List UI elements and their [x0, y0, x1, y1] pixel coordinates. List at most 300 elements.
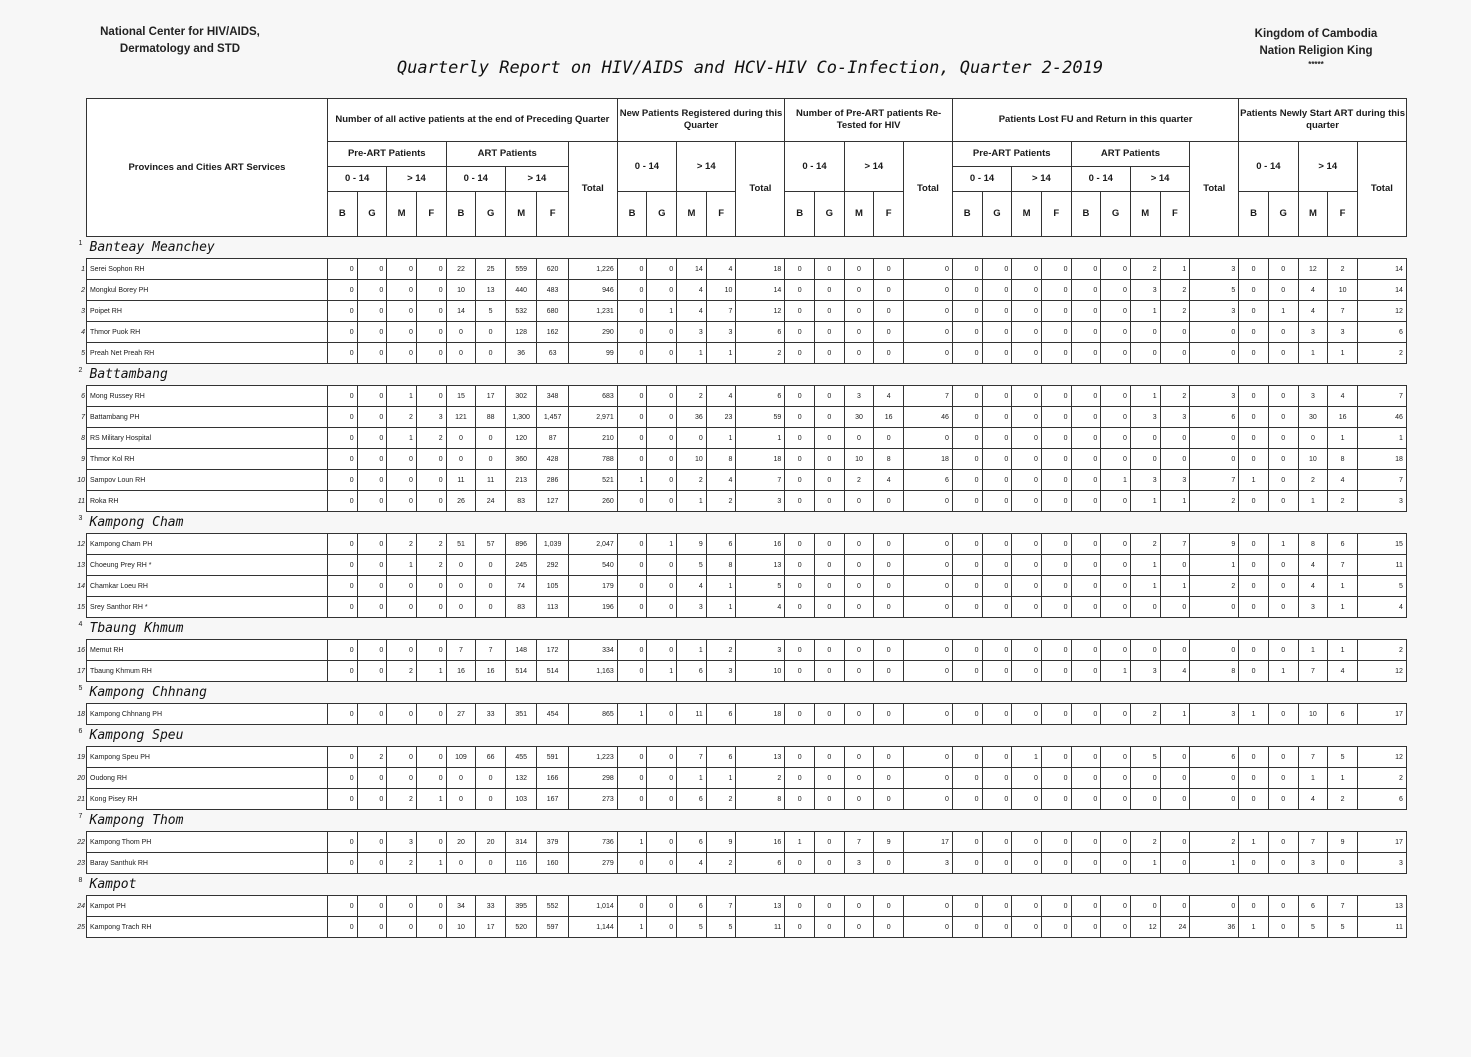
- hdr-total: Total: [568, 142, 617, 237]
- table-cell: 66: [476, 747, 506, 768]
- province-number: 3: [78, 515, 83, 522]
- site-number: 24: [77, 902, 85, 910]
- table-cell: 15: [1357, 534, 1406, 555]
- table-cell: 0: [387, 597, 417, 618]
- table-cell: 27: [446, 704, 476, 725]
- table-cell: 0: [982, 768, 1012, 789]
- table-cell: 597: [537, 917, 568, 938]
- table-cell: 0: [785, 280, 815, 301]
- table-cell: 3: [1298, 386, 1328, 407]
- table-cell: 0: [844, 747, 874, 768]
- table-cell: 0: [874, 428, 904, 449]
- table-cell: 0: [1268, 917, 1298, 938]
- table-cell: 87: [537, 428, 568, 449]
- table-cell: 0: [785, 704, 815, 725]
- table-cell: 0: [982, 280, 1012, 301]
- table-cell: 0: [904, 917, 953, 938]
- table-cell: 0: [357, 597, 387, 618]
- table-cell: 0: [617, 407, 647, 428]
- table-cell: 3: [416, 407, 446, 428]
- table-cell: 0: [785, 343, 815, 364]
- table-cell: 0: [476, 768, 506, 789]
- site-name: Kong Pisey RH: [90, 795, 138, 803]
- table-cell: 0: [844, 917, 874, 938]
- table-cell: 0: [1012, 896, 1042, 917]
- table-cell: 0: [1130, 449, 1160, 470]
- province-name: Kampong Thom: [89, 813, 184, 828]
- table-cell: 0: [1071, 747, 1101, 768]
- table-cell: 0: [982, 322, 1012, 343]
- table-cell: 0: [617, 428, 647, 449]
- table-cell: 3: [706, 322, 736, 343]
- table-cell: 0: [1268, 449, 1298, 470]
- table-cell: 0: [982, 661, 1012, 682]
- table-row: [87, 280, 1407, 301]
- site-name-cell: [81, 428, 328, 449]
- table-cell: 7: [706, 301, 736, 322]
- table-cell: 0: [1190, 789, 1239, 810]
- table-cell: 0: [844, 428, 874, 449]
- table-cell: 0: [327, 407, 357, 428]
- table-cell: 0: [647, 597, 677, 618]
- table-cell: 2: [706, 789, 736, 810]
- hdr-sex-g: G: [1101, 192, 1131, 237]
- table-cell: 34: [446, 896, 476, 917]
- hdr-sex-f: F: [1041, 192, 1071, 237]
- table-cell: 0: [476, 597, 506, 618]
- province-number: 4: [78, 621, 83, 628]
- table-cell: 0: [814, 470, 844, 491]
- table-cell: 0: [647, 491, 677, 512]
- table-cell: 8: [706, 555, 736, 576]
- table-cell: 0: [357, 917, 387, 938]
- table-cell: 0: [785, 470, 815, 491]
- table-cell: 1: [1130, 853, 1160, 874]
- table-cell: 7: [1328, 896, 1358, 917]
- table-cell: 6: [1328, 534, 1358, 555]
- table-cell: 0: [327, 470, 357, 491]
- table-cell: 24: [476, 491, 506, 512]
- table-cell: 0: [814, 555, 844, 576]
- table-cell: 0: [357, 853, 387, 874]
- table-cell: 0: [387, 640, 417, 661]
- table-cell: 0: [982, 386, 1012, 407]
- table-cell: 0: [952, 555, 982, 576]
- hdr-sex-f: F: [706, 192, 736, 237]
- table-cell: 0: [785, 555, 815, 576]
- hdr-art: ART Patients: [1071, 142, 1190, 167]
- table-cell: 3: [1298, 322, 1328, 343]
- table-cell: 1: [1160, 259, 1190, 280]
- table-cell: 0: [357, 640, 387, 661]
- table-cell: 113: [537, 597, 568, 618]
- table-cell: 0: [617, 386, 647, 407]
- table-cell: 0: [1041, 597, 1071, 618]
- table-cell: 1,231: [568, 301, 617, 322]
- site-number: 25: [77, 923, 85, 931]
- province-row: [87, 810, 1407, 832]
- table-cell: 16: [736, 832, 785, 853]
- table-cell: 4: [1298, 301, 1328, 322]
- table-cell: 0: [1012, 640, 1042, 661]
- table-cell: 0: [1012, 534, 1042, 555]
- table-cell: 33: [476, 896, 506, 917]
- table-cell: 4: [677, 280, 707, 301]
- table-cell: 0: [1041, 747, 1071, 768]
- hdr-sex-g: G: [814, 192, 844, 237]
- table-cell: 7: [706, 896, 736, 917]
- site-name: Kampong Trach RH: [90, 923, 152, 931]
- table-cell: 1,457: [537, 407, 568, 428]
- table-cell: 0: [1268, 768, 1298, 789]
- table-row: [87, 917, 1407, 938]
- table-cell: 0: [1101, 428, 1131, 449]
- table-cell: 0: [844, 555, 874, 576]
- table-cell: 0: [814, 301, 844, 322]
- table-cell: 351: [505, 704, 536, 725]
- table-cell: 0: [982, 428, 1012, 449]
- table-cell: 0: [327, 747, 357, 768]
- table-cell: 6: [1190, 407, 1239, 428]
- table-cell: 0: [647, 768, 677, 789]
- table-cell: 0: [1268, 597, 1298, 618]
- table-cell: 0: [416, 470, 446, 491]
- site-name: Srey Santhor RH *: [90, 603, 148, 611]
- table-cell: 3: [387, 832, 417, 853]
- table-cell: 0: [357, 280, 387, 301]
- table-cell: 1: [387, 386, 417, 407]
- table-cell: 3: [1190, 301, 1239, 322]
- hdr-age-young: 0 - 14: [446, 167, 505, 192]
- table-cell: 245: [505, 555, 536, 576]
- table-cell: 0: [982, 259, 1012, 280]
- site-name-cell: [77, 789, 328, 810]
- table-cell: 7: [844, 832, 874, 853]
- table-cell: 1: [1239, 917, 1269, 938]
- table-cell: 0: [617, 301, 647, 322]
- site-name: Thmor Kol RH: [90, 455, 135, 463]
- table-cell: 1: [1357, 428, 1406, 449]
- table-cell: 116: [505, 853, 536, 874]
- table-cell: 1: [1298, 491, 1328, 512]
- table-cell: 0: [904, 555, 953, 576]
- table-cell: 5: [1130, 747, 1160, 768]
- table-cell: 3: [1298, 597, 1328, 618]
- table-cell: 6: [706, 534, 736, 555]
- table-cell: 0: [982, 407, 1012, 428]
- table-row: [87, 832, 1407, 853]
- table-cell: 0: [327, 853, 357, 874]
- table-cell: 24: [1160, 917, 1190, 938]
- table-cell: 2: [1190, 832, 1239, 853]
- table-cell: 2: [677, 386, 707, 407]
- table-cell: 6: [1328, 704, 1358, 725]
- table-cell: 0: [327, 449, 357, 470]
- table-cell: 17: [476, 386, 506, 407]
- table-cell: 0: [844, 640, 874, 661]
- hdr-age-old: > 14: [1012, 167, 1071, 192]
- table-cell: 0: [904, 280, 953, 301]
- table-cell: 0: [982, 917, 1012, 938]
- hdr-sex-b: B: [446, 192, 476, 237]
- table-cell: 5: [677, 555, 707, 576]
- table-cell: 0: [1041, 407, 1071, 428]
- table-cell: 3: [736, 491, 785, 512]
- table-cell: 1: [416, 661, 446, 682]
- table-cell: 4: [677, 853, 707, 874]
- table-cell: 0: [1071, 280, 1101, 301]
- table-cell: 0: [844, 789, 874, 810]
- table-cell: 0: [785, 407, 815, 428]
- table-cell: 2: [1130, 704, 1160, 725]
- table-cell: 3: [844, 853, 874, 874]
- group-newly-start-art: Patients Newly Start ART during this quarter: [1239, 99, 1407, 142]
- table-cell: 0: [357, 470, 387, 491]
- table-cell: 286: [537, 470, 568, 491]
- table-cell: 3: [736, 640, 785, 661]
- table-cell: 14: [736, 280, 785, 301]
- table-cell: 0: [1130, 322, 1160, 343]
- table-cell: 0: [785, 301, 815, 322]
- hdr-total: Total: [736, 142, 785, 237]
- table-cell: 0: [1071, 407, 1101, 428]
- table-cell: 0: [814, 640, 844, 661]
- table-cell: 0: [952, 896, 982, 917]
- table-cell: 83: [505, 597, 536, 618]
- table-cell: 0: [1101, 491, 1131, 512]
- table-row: [87, 640, 1407, 661]
- table-cell: 4: [1328, 386, 1358, 407]
- site-number: 4: [81, 328, 85, 336]
- table-cell: 0: [1268, 343, 1298, 364]
- province-name: Banteay Meanchey: [89, 240, 215, 255]
- table-cell: 0: [647, 832, 677, 853]
- table-cell: 0: [1012, 386, 1042, 407]
- table-cell: 788: [568, 449, 617, 470]
- table-cell: 0: [874, 322, 904, 343]
- table-cell: 0: [1239, 280, 1269, 301]
- table-cell: 10: [677, 449, 707, 470]
- site-name-cell: [77, 597, 328, 618]
- table-cell: 6: [677, 789, 707, 810]
- hdr-total: Total: [1357, 142, 1406, 237]
- table-cell: 0: [1239, 576, 1269, 597]
- table-cell: 395: [505, 896, 536, 917]
- table-cell: 0: [1160, 555, 1190, 576]
- table-cell: 0: [982, 555, 1012, 576]
- table-cell: 0: [446, 428, 476, 449]
- table-cell: 6: [1298, 896, 1328, 917]
- hdr-age-old: > 14: [1298, 142, 1357, 192]
- table-row: [87, 534, 1407, 555]
- table-cell: 0: [952, 301, 982, 322]
- table-cell: 0: [1239, 534, 1269, 555]
- table-cell: 0: [1012, 789, 1042, 810]
- table-cell: 2: [844, 470, 874, 491]
- table-cell: 2: [387, 789, 417, 810]
- table-cell: 0: [327, 491, 357, 512]
- table-cell: 23: [706, 407, 736, 428]
- table-cell: 0: [982, 597, 1012, 618]
- table-cell: 0: [1190, 896, 1239, 917]
- table-cell: 18: [736, 259, 785, 280]
- table-cell: 2: [416, 428, 446, 449]
- table-cell: 6: [706, 704, 736, 725]
- table-cell: 0: [1328, 853, 1358, 874]
- table-cell: 0: [327, 555, 357, 576]
- table-cell: 0: [647, 576, 677, 597]
- site-name-cell: [77, 470, 328, 491]
- table-cell: 2: [1190, 576, 1239, 597]
- province-row: [87, 364, 1407, 386]
- table-cell: 13: [476, 280, 506, 301]
- table-cell: 2: [736, 768, 785, 789]
- site-number: 21: [77, 795, 85, 803]
- table-cell: 0: [1041, 491, 1071, 512]
- table-cell: 0: [1101, 704, 1131, 725]
- table-cell: 0: [1071, 534, 1101, 555]
- table-cell: 0: [874, 576, 904, 597]
- site-name-cell: [81, 322, 328, 343]
- table-cell: 12: [1357, 747, 1406, 768]
- table-cell: 0: [327, 917, 357, 938]
- table-cell: 0: [904, 491, 953, 512]
- table-cell: 0: [647, 449, 677, 470]
- table-cell: 0: [1268, 789, 1298, 810]
- table-cell: 0: [952, 534, 982, 555]
- table-cell: 0: [874, 789, 904, 810]
- table-cell: 7: [1190, 470, 1239, 491]
- table-cell: 0: [617, 789, 647, 810]
- table-cell: 2: [416, 534, 446, 555]
- table-cell: 10: [844, 449, 874, 470]
- table-cell: 5: [1328, 917, 1358, 938]
- table-cell: 0: [357, 407, 387, 428]
- table-cell: 4: [706, 386, 736, 407]
- hdr-sex-f: F: [537, 192, 568, 237]
- table-cell: 0: [982, 343, 1012, 364]
- table-cell: 0: [874, 491, 904, 512]
- table-cell: 1: [387, 555, 417, 576]
- table-cell: 2: [1357, 343, 1406, 364]
- table-cell: 0: [1071, 661, 1101, 682]
- table-cell: 0: [952, 449, 982, 470]
- table-cell: 520: [505, 917, 536, 938]
- hdr-sex-b: B: [617, 192, 647, 237]
- col-provinces: Provinces and Cities ART Services: [87, 99, 328, 237]
- province-name: Kampong Speu: [89, 728, 184, 743]
- table-cell: 0: [1101, 386, 1131, 407]
- table-cell: 166: [537, 768, 568, 789]
- table-cell: 0: [476, 343, 506, 364]
- table-cell: 11: [1357, 917, 1406, 938]
- site-number: 8: [81, 434, 85, 442]
- table-cell: 2: [1160, 386, 1190, 407]
- hdr-sex-m: M: [387, 192, 417, 237]
- hdr-age-young: 0 - 14: [1239, 142, 1298, 192]
- table-cell: 0: [1012, 449, 1042, 470]
- table-cell: 0: [357, 449, 387, 470]
- table-cell: 0: [1130, 896, 1160, 917]
- table-cell: 0: [357, 534, 387, 555]
- table-cell: 379: [537, 832, 568, 853]
- table-cell: 0: [1268, 896, 1298, 917]
- table-cell: 0: [785, 917, 815, 938]
- table-row: [87, 704, 1407, 725]
- table-cell: 0: [446, 343, 476, 364]
- table-cell: 1: [1130, 576, 1160, 597]
- table-cell: 0: [1160, 343, 1190, 364]
- site-name-cell: [77, 747, 328, 768]
- table-cell: 0: [952, 597, 982, 618]
- site-name: Chamkar Loeu RH: [90, 582, 148, 590]
- table-cell: 0: [647, 555, 677, 576]
- table-cell: 0: [904, 661, 953, 682]
- table-cell: 454: [537, 704, 568, 725]
- table-cell: 0: [1268, 640, 1298, 661]
- site-name: Baray Santhuk RH: [90, 859, 148, 867]
- hdr-age-old: > 14: [677, 142, 736, 192]
- hdr-sex-m: M: [844, 192, 874, 237]
- table-cell: 0: [1101, 576, 1131, 597]
- table-cell: 0: [1268, 491, 1298, 512]
- table-cell: 1: [677, 491, 707, 512]
- table-cell: 0: [1160, 449, 1190, 470]
- table-cell: 1: [706, 428, 736, 449]
- table-cell: 0: [617, 259, 647, 280]
- table-cell: 0: [1041, 768, 1071, 789]
- table-cell: 0: [1101, 301, 1131, 322]
- table-cell: 0: [1101, 322, 1131, 343]
- table-cell: 0: [952, 428, 982, 449]
- site-number: 2: [81, 286, 85, 294]
- table-cell: 0: [1101, 407, 1131, 428]
- table-cell: 532: [505, 301, 536, 322]
- table-cell: 0: [1239, 768, 1269, 789]
- table-cell: 0: [1239, 747, 1269, 768]
- table-cell: 0: [617, 640, 647, 661]
- table-cell: 0: [357, 704, 387, 725]
- table-cell: 0: [1101, 555, 1131, 576]
- site-name: Mong Russey RH: [90, 392, 145, 400]
- table-cell: 292: [537, 555, 568, 576]
- table-cell: 1: [1130, 491, 1160, 512]
- kingdom-header: [1221, 26, 1411, 70]
- table-cell: 0: [647, 747, 677, 768]
- site-number: 14: [77, 582, 85, 590]
- table-cell: 0: [387, 576, 417, 597]
- table-cell: 0: [1041, 386, 1071, 407]
- table-cell: 0: [1190, 768, 1239, 789]
- table-cell: 196: [568, 597, 617, 618]
- table-cell: 0: [1239, 789, 1269, 810]
- province-name: Kampong Chhnang: [89, 685, 207, 700]
- table-cell: 540: [568, 555, 617, 576]
- table-cell: 1,163: [568, 661, 617, 682]
- table-cell: 1: [1298, 640, 1328, 661]
- table-cell: 0: [1190, 343, 1239, 364]
- table-cell: 0: [785, 896, 815, 917]
- table-cell: 2: [1357, 768, 1406, 789]
- province-name: Kampot: [89, 877, 137, 892]
- table-cell: 0: [785, 597, 815, 618]
- table-cell: 0: [1101, 747, 1131, 768]
- table-cell: 290: [568, 322, 617, 343]
- site-name: Choeung Prey RH *: [90, 561, 152, 569]
- table-cell: 0: [357, 576, 387, 597]
- province-cell: [78, 512, 1407, 534]
- site-number: 18: [77, 710, 85, 718]
